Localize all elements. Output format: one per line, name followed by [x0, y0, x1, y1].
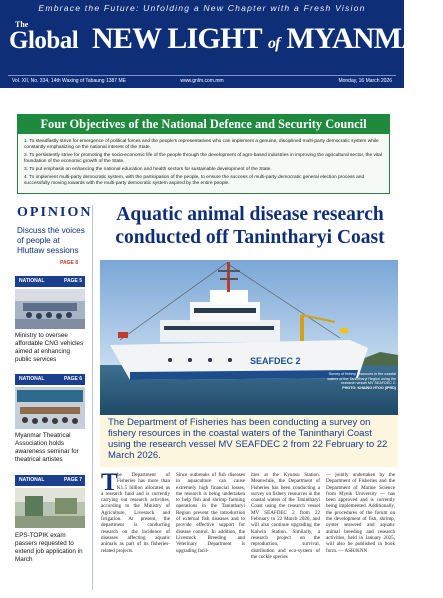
article-column-4: — jointly undertaken by the Department of Fisheries and the Department of Marine Science from Myeik University — has been approved and is currently being implemented. Additionally, the procedures of the forum on the development of fish, shrimp, oyster seaweed and aquatic animal breeding and research activities, held in January 2025, will also be published in book form. — ASH/KNN — [326, 472, 395, 554]
opinion-teaser[interactable]: Discuss the voices of people at Hluttaw sessions — [17, 226, 85, 255]
exam-office-photo — [15, 488, 85, 528]
article-column-3: ities at the Kyunsu Station. Meanwhile, the Department of Fisheries has been conducting a survey on fishery resources in the coastal waters of the Tanintharyi Coast using the research vessel MV SEAFDEC 2 from 22 February to 22 March 2026, and will also continue upgrading the Kalwin Station. Similarly, a research project on the reproduction, survival, distribution and eco-system of the cockle species — [251, 472, 320, 560]
nameplate-of: of — [267, 35, 280, 52]
objective-item-4: 4. To implement multi-party democratic system, with the participation of the people, to ensure the success of multi-party democratic general election process and successfully moving towards with the multi-party democratic system aspired by the entire people. — [24, 175, 365, 186]
column-divider — [92, 205, 93, 590]
caption-credit: PHOTO: KHAING HTOO (IPRD) — [342, 385, 396, 390]
article-photo[interactable] — [100, 260, 398, 415]
issue-info: Vol. XII, No. 334, 14th Waxing of Tabaung 1387 ME — [12, 78, 126, 84]
ship-hull-name: SEAFDEC 2 — [250, 356, 301, 366]
section-label: NATIONAL — [19, 278, 45, 284]
opinion-page-ref[interactable]: PAGE 8 — [60, 260, 78, 266]
section-bar-national-1 — [15, 276, 85, 287]
research-vessel-photo — [100, 260, 398, 415]
section-label: NATIONAL — [19, 376, 45, 382]
section-label: NATIONAL — [19, 477, 45, 483]
article-column-2: Since outbreaks of fish diseases in aquaculture can cause extremely high financial losses, the research is being undertaken to help fish and shrimp farming operations in the Tanintharyi Region prevent the introduction of external fish diseases and to provide effective support for disease control. In addition, the Livestock Breeding and Veterinary Department is upgrading facil- — [176, 472, 245, 554]
page-ref: PAGE 5 — [64, 278, 82, 284]
opinion-heading[interactable]: OPINION — [17, 205, 93, 220]
issue-date: Monday, 16 March 2026 — [338, 78, 392, 84]
website-link[interactable]: www.gnlm.com.mm — [180, 78, 224, 84]
story-teaser-2[interactable]: Myanmar Theatrical Association holds awareness seminar for theatrical artistes — [15, 432, 79, 463]
section-bar-national-3 — [15, 475, 85, 486]
story-teaser-3[interactable]: EPS-TOPIK exam passers requested to extend job application in March — [15, 532, 83, 563]
caption-text: Survey of fishery resources in the coastal waters of the Tanintharyi Region using the research vessel MV SEAFDEC 2. — [327, 372, 396, 386]
article-text-col1: he Department of Fisheries has more than K1.5 billion allocated as a research fund and is currently carrying out research activities, according to the Ministry of Agriculture, Livestock and Irrigation. At present, the department is conducting research on the incidence of diseases affecting aquatic animals as part of its fisheries-related projects. — [101, 472, 170, 554]
masthead-rule — [8, 75, 396, 76]
cng-meeting-photo — [15, 289, 85, 329]
article-headline[interactable]: Aquatic animal disease research conducted off Tanintharyi Coast — [115, 204, 385, 248]
section-bar-national-2 — [15, 374, 85, 385]
masthead-global: Global — [9, 27, 79, 54]
story-thumbnail-theatre[interactable] — [15, 387, 85, 429]
story-teaser-1[interactable]: Ministry to oversee affordable CNG vehicles aimed at enhancing public services — [15, 332, 84, 363]
story-thumbnail-eps[interactable] — [15, 488, 85, 528]
nameplate-name: NEW LIGHT — [92, 22, 262, 55]
tagline: Embrace the Future: Unfolding a New Chapter with a Fresh Vision — [38, 3, 366, 13]
masthead-the: The — [15, 20, 29, 29]
page-ref: PAGE 7 — [64, 477, 82, 483]
photo-caption — [318, 372, 396, 390]
newspaper-nameplate[interactable] — [92, 22, 443, 56]
nameplate-name2: MYANMAR — [286, 22, 443, 55]
objective-item-3: 3. To put emphasis on enhancing the national education and health sectors for sustainable development of the State. — [24, 167, 272, 172]
seminar-photo — [15, 387, 85, 429]
drop-cap: T — [101, 469, 118, 496]
objectives-title: Four Objectives of the National Defence and Security Council — [17, 114, 390, 134]
objective-item-1: 1. To steadfastly strive for emergence of political forces and the people's representatives who can implement a genuine, disciplined multi-party democratic system while constantly emphasizing on the national interest of the State. — [24, 139, 379, 150]
article-column-1 — [101, 469, 170, 554]
objective-item-2: 2. To persistently strive for promoting the socio-economic life of the people through the development of agro-based industries in improving the agricultural sector, the vital foundation of the economic growth of the State. — [24, 153, 383, 164]
page-ref: PAGE 6 — [64, 376, 82, 382]
story-thumbnail-cng[interactable] — [15, 289, 85, 329]
article-deck: The Department of Fisheries has been conducting a survey on fishery resources in the coastal waters of the Tanintharyi Coast using the research vessel MV SEAFDEC 2 from 22 February to 22 March 2026. — [100, 415, 398, 467]
